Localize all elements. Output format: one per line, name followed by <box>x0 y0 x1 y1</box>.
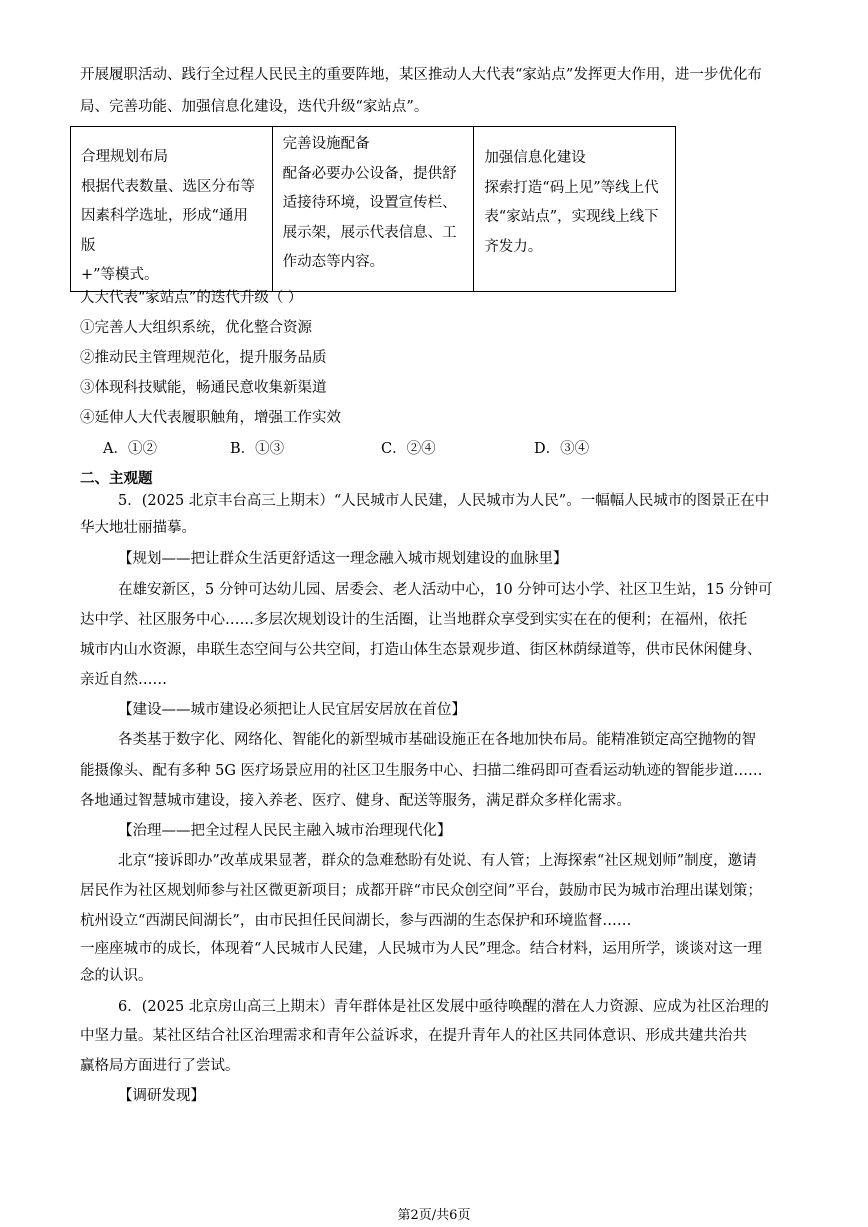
statement-item: ②推动民主管理规范化，提升服务品质 <box>80 350 327 366</box>
cell-text: 探索打造“码上见”等线上代 <box>484 179 659 196</box>
cell-text: 因素科学选址，形成“通用版 <box>81 208 248 254</box>
table-cell-layout <box>71 127 273 292</box>
answer-option-a: A．①② <box>103 441 157 457</box>
cell-text: 表“家站点”，实现线上线下 <box>484 209 659 225</box>
question-6-stem: 6．(2025 北京房山高三上期末）青年群体是社区发展中亟待唤醒的潜在人力资源、应成为社区治理的 <box>118 999 769 1015</box>
intro-line: 局、完善功能、加强信息化建设，迭代升级“家站点”。 <box>80 99 429 115</box>
question-stem: 人大代表“家站点”的迭代升级（ ） <box>80 290 303 306</box>
material-paragraph: 城市内山水资源，串联生态空间与公共空间，打造山体生态景观步道、街区林荫绿道等，供市民休闲健身、 <box>80 642 762 658</box>
material-heading: 【规划——把让群众生活更舒适这一理念融入城市规划建设的血脉里】 <box>118 551 568 567</box>
material-paragraph: 各类基于数字化、网络化、智能化的新型城市基础设施正在各地加快布局。能精准锁定高空抛物的智 <box>118 732 756 748</box>
cell-text: +”等模式。 <box>81 267 159 283</box>
material-paragraph: 居民作为社区规划师参与社区微更新项目；成都开辟“市民众创空间”平台，鼓励市民为城市治理出谋划策； <box>80 883 762 899</box>
statement-item: ①完善人大组织系统，优化整合资源 <box>80 320 312 336</box>
cell-heading: 合理规划布局 <box>81 149 168 165</box>
cell-text: 根据代表数量、选区分布等 <box>81 178 255 195</box>
material-paragraph: 各地通过智慧城市建设，接入养老、医疗、健身、配送等服务，满足群众多样化需求。 <box>80 793 631 809</box>
cell-text: 适接待环境，设置宣传栏、 <box>282 195 457 211</box>
answer-option-b: B．①③ <box>230 441 285 457</box>
cell-heading: 加强信息化建设 <box>484 150 586 166</box>
page-number: 第2页/共6页 <box>397 1208 471 1223</box>
question-5-ask: 念的认识。 <box>80 968 153 984</box>
material-paragraph: 亲近自然…… <box>80 672 167 688</box>
material-paragraph: 杭州设立“西湖民间湖长”，由市民担任民间湖长，参与西湖的生态保护和环境监督…… <box>80 913 632 929</box>
measures-table <box>70 126 676 292</box>
table-cell-informatization <box>474 127 676 292</box>
intro-line: 开展履职活动、践行全过程人民民主的重要阵地，某区推动人大代表“家站点”发挥更大作用，进一步优化布 <box>80 67 762 83</box>
material-paragraph: 北京“接诉即办”改革成果显著，群众的急难愁盼有处说、有人管；上海探索“社区规划师”制度，邀请 <box>118 853 757 869</box>
material-heading: 【治理——把全过程人民民主融入城市治理现代化】 <box>118 823 452 839</box>
answer-option-c: C．②④ <box>381 441 436 457</box>
question-5-stem: 华大地壮丽描摹。 <box>80 520 196 536</box>
cell-text: 齐发力。 <box>484 238 543 255</box>
cell-text: 展示架，展示代表信息、工 <box>282 224 457 241</box>
statement-item: ④延伸人大代表履职触角，增强工作实效 <box>80 410 341 426</box>
material-heading: 【调研发现】 <box>118 1088 205 1104</box>
question-5-stem: 5．(2025 北京丰台高三上期末）“人民城市人民建，人民城市为人民”。一幅幅人民城市的图景正在中 <box>118 493 770 509</box>
cell-text: 配备必要办公设备，提供舒 <box>282 165 457 182</box>
section-title: 二、主观题 <box>80 470 153 487</box>
cell-heading: 完善设施配备 <box>282 136 370 152</box>
answer-option-d: D．③④ <box>534 441 590 457</box>
cell-text: 作动态等内容。 <box>282 254 385 270</box>
question-6-stem: 赢格局方面进行了尝试。 <box>80 1058 240 1074</box>
material-heading: 【建设——城市建设必须把让人民宜居安居放在首位】 <box>118 702 466 718</box>
material-paragraph: 能摄像头、配有多种 5G 医疗场景应用的社区卫生服务中心、扫描二维码即可查看运动轨迹的智能步道…… <box>80 763 763 779</box>
question-6-stem: 中坚力量。某社区结合社区治理需求和青年公益诉求，在提升青年人的社区共同体意识、形成共建共治共 <box>80 1028 747 1044</box>
table-cell-facilities <box>272 127 474 292</box>
material-paragraph: 达中学、社区服务中心……多层次规划设计的生活圈，让当地群众享受到实实在在的便利；在福州，依托 <box>80 612 747 628</box>
statement-item: ③体现科技赋能，畅通民意收集新渠道 <box>80 380 327 396</box>
material-paragraph: 在雄安新区，5 分钟可达幼儿园、居委会、老人活动中心，10 分钟可达小学、社区卫生站，15 分钟可 <box>118 582 773 598</box>
question-5-ask: 一座座城市的成长，体现着“人民城市人民建，人民城市为人民”理念。结合材料，运用所学，谈谈对这一理 <box>80 941 762 957</box>
